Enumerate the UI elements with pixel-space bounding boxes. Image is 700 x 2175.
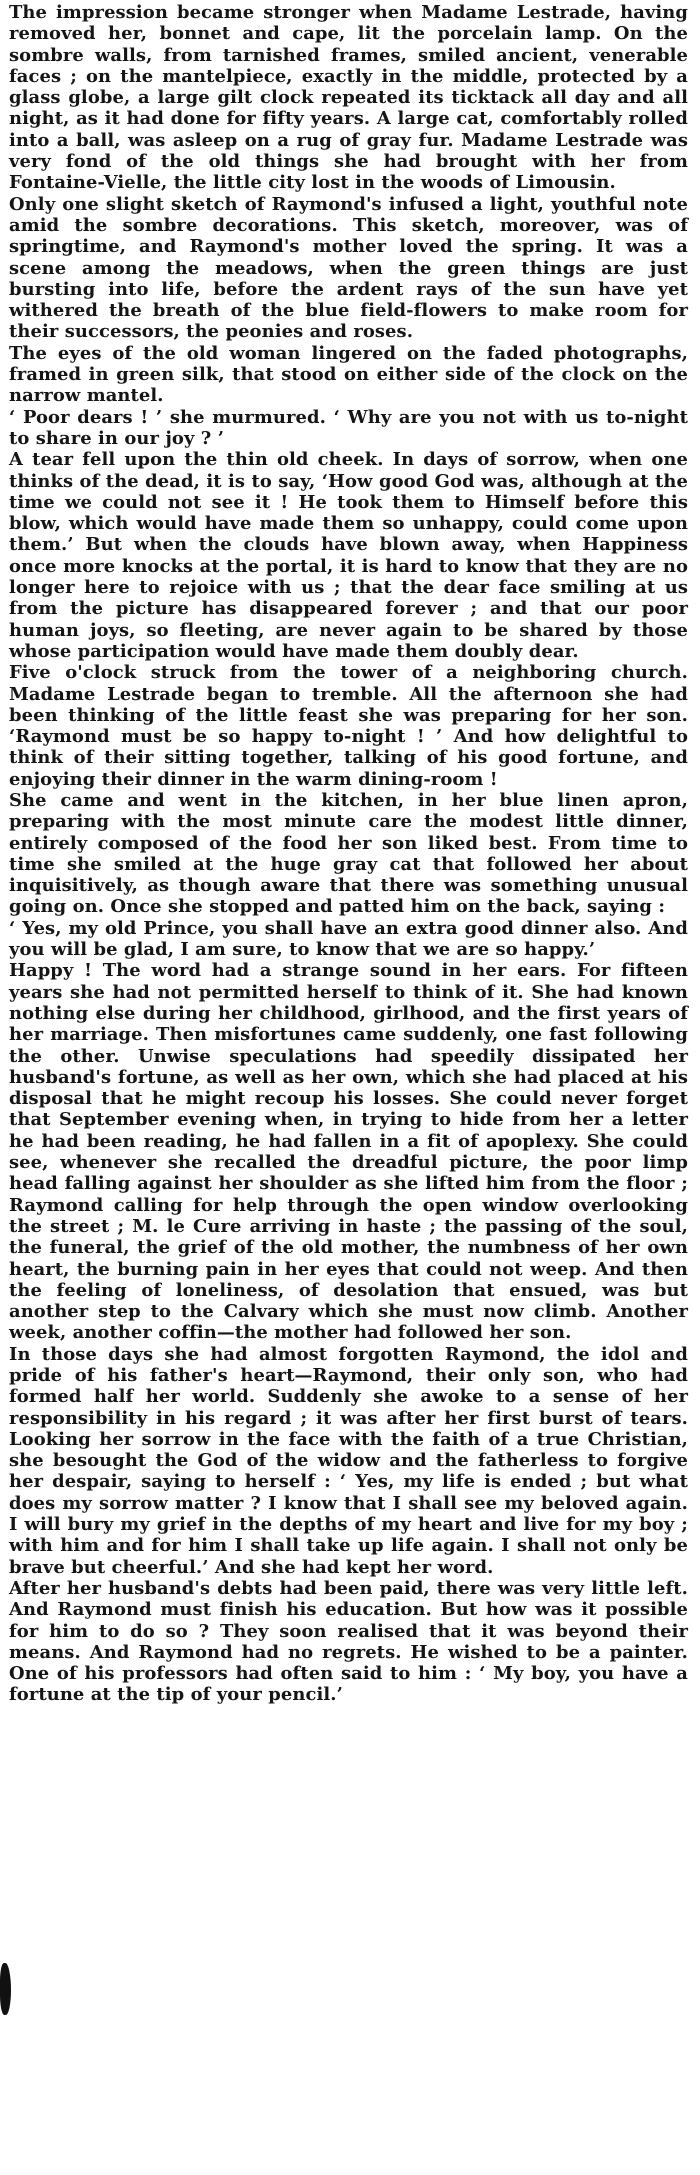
paragraph-8: ‘ Yes, my old Prince, you shall have an extra good dinner also. And you will be glad, I am sure, to know that we are so happy.’: [9, 917, 688, 961]
paragraph-6: Five o'clock struck from the tower of a neighboring church. Madame Lestrade began to tremble. All the afternoon she had been thinking of the little feast she was preparing for her son. ‘Raymond must be so happy to-night ! ’ And how delightful to think of their sitting together, talking of his good fortune, and enjoying their dinner in the warm dining-room !: [9, 662, 688, 790]
paragraph-10: In those days she had almost forgotten Raymond, the idol and pride of his father's heart—Raymond, their only son, who had formed half her world. Suddenly she awoke to a sense of her responsibility in his regard ; it was after her first burst of tears. Looking her sorrow in the face with the faith of a true Christian, she besought the God of the widow and the fatherless to forgive her despair, saying to herself : ‘ Yes, my life is ended ; but what does my sorrow matter ? I know that I shall see my beloved again. I will bury my grief in the depths of my heart and live for my boy ; with him and for him I shall take up life again. I shall not only be brave but cheerful.’ And she had kept her word.: [9, 1343, 688, 1578]
paragraph-5: A tear fell upon the thin old cheek. In days of sorrow, when one thinks of the dead, it is to say, ‘How good God was, although at the time we could not see it ! He took them to Himself before this blow, which would have made them so unhappy, could come upon them.’ But when the clouds have blown away, when Happiness once more knocks at the portal, it is hard to know that they are no longer here to rejoice with us ; that the dear face smiling at us from the picture has disappeared forever ; and that our poor human joys, so fleeting, are never again to be shared by those whose participation would have made them doubly dear.: [9, 449, 688, 662]
ink-smudge: [0, 1963, 11, 2015]
paragraph-1: The impression became stronger when Madame Lestrade, having removed her, bonnet and cape, lit the porcelain lamp. On the sombre walls, from tarnished frames, smiled ancient, venerable faces ; on the mantelpiece, exactly in the middle, protected by a glass globe, a large gilt clock repeated its ticktack all day and all night, as it had done for fifty years. A large cat, comfortably rolled into a ball, was asleep on a rug of gray fur. Madame Lestrade was very fond of the old things she had brought with her from Fontaine-Vielle, the little city lost in the woods of Limousin.: [9, 2, 688, 194]
paragraph-3: The eyes of the old woman lingered on the faded photographs, framed in green silk, that stood on either side of the clock on the narrow mantel.: [9, 342, 688, 407]
paragraph-11: After her husband's debts had been paid, there was very little left. And Raymond must finish his education. But how was it possible for him to do so ? They soon realised that it was beyond their means. And Raymond had no regrets. He wished to be a painter. One of his professors had often said to him : ‘ My boy, you have a fortune at the tip of your pencil.’: [9, 1577, 688, 1706]
paragraph-2: Only one slight sketch of Raymond's infused a light, youthful note amid the sombre decorations. This sketch, moreover, was of springtime, and Raymond's mother loved the spring. It was a scene among the meadows, when the green things are just bursting into life, before the ardent rays of the sun have yet withered the breath of the blue field-flowers to make room for their successors, the peonies and roses.: [9, 193, 688, 343]
paragraph-7: She came and went in the kitchen, in her blue linen apron, preparing with the most minute care the modest little dinner, entirely composed of the food her son liked best. From time to time she smiled at the huge gray cat that followed her about inquisitively, as though aware that there was something unusual going on. Once she stopped and patted him on the back, saying :: [9, 789, 688, 918]
paragraph-4: ‘ Poor dears ! ’ she murmured. ‘ Why are you not with us to-night to share in our joy ? ’: [9, 406, 688, 449]
paragraph-9: Happy ! The word had a strange sound in her ears. For fifteen years she had not permitted herself to think of it. She had known nothing else during her childhood, girlhood, and the first years of her marriage. Then misfortunes came suddenly, one fast following the other. Unwise speculations had speedily dissipated her husband's fortune, as well as her own, which she had placed at his disposal that he might recoup his losses. She could never forget that September evening when, in trying to hide from her a letter he had been reading, he had fallen in a fit of apoplexy. She could see, whenever she recalled the dreadful picture, the poor limp head falling against her shoulder as she lifted him from the floor ; Raymond calling for help through the open window overlooking the street ; M. le Cure arriving in haste ; the passing of the soul, the funeral, the grief of the old mother, the numbness of her own heart, the burning pain in her eyes that could not weep. And then the feeling of loneliness, of desolation that ensued, was but another step to the Calvary which she must now climb. Another week, another coffin—the mother had followed her son.: [9, 960, 688, 1344]
